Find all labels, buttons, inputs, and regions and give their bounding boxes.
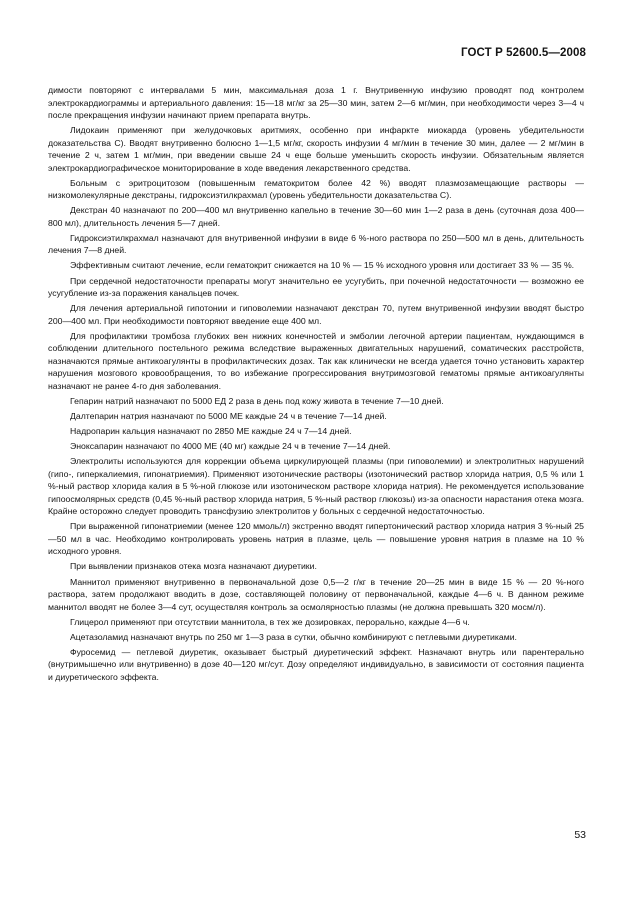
paragraph-effectiveness: Эффективным считают лечение, если гематокрит снижается на 10 % — 15 % исходного уровня или достигает 33 % — 35 %. <box>70 260 575 271</box>
paragraph-thrombosis-prophylaxis: Для профилактики тромбоза глубоких вен нижних конечностей и эмболии легочной артерии пациентам, нуждающимся в соблюдении длительного постельного режима вследствие выраженных двигательных нарушений, соматических расстройств, назначаются прямые антикоагулянты в профилактических дозах. Так как клинически не всегда удается точно установить характер нарушения мозгового кровообращения, то во избежание прогрессирования внутримозговой гематомы прямые антикоагулянты назначают не ранее 4-го дня заболевания. <box>48 330 584 391</box>
paragraph-furosemide: Фуросемид — петлевой диуретик, оказывает быстрый диуретический эффект. Назначают внутрь или парентерально (внутримышечно или внутривенно) в дозе 40—120 мг/сут. Дозу определяют индивидуально, в зависимости от состояния пациента и диуретического эффекта. <box>48 646 584 682</box>
paragraph-erythrocytosis: Больным с эритроцитозом (повышенным гематокритом более 42 %) вводят плазмозамещающие растворы — низкомолекулярные декстраны, гидроксиэтилкрахмал (уровень убедительности доказательства С). <box>48 177 584 201</box>
page-number: 53 <box>574 829 586 841</box>
paragraph-continuation: димости повторяют с интервалами 5 мин, максимальная доза 1 г. Внутривенную инфузию проводят под контролем электрокардиограммы и артериального давления: 15—18 мг/кг за 25—30 мин, затем 2—6 мг/мин, при необходимости через 3—4 ч после прекращения инфузии начинают прием препарата внутрь. <box>48 85 584 120</box>
paragraph-hydroxyethyl-starch: Гидроксиэтилкрахмал назначают для внутривенной инфузии в виде 6 %-ного раствора по 250—500 мл в день, длительность лечения 7—8 дней. <box>48 232 584 256</box>
paragraph-dalteparin: Далтепарин натрия назначают по 5000 МЕ каждые 24 ч в течение 7—14 дней. <box>70 410 387 421</box>
paragraph-lidocaine: Лидокаин применяют при желудочковых аритмиях, особенно при инфаркте миокарда (уровень убедительности доказательства С). Вводят внутривенно болюсно 1—1,5 мг/кг, скорость инфузии 4 мг/мин в течение 30 мин, далее — 2 мг/мин в течение 2 ч, затем 1 мг/мин, при введении свыше 24 ч еще больше уменьшить скорость инфузии. Обязательным является электрокардиографическое мониторирование в ходе введения лекарственного средства. <box>48 125 584 173</box>
paragraph-diuretics: При выявлении признаков отека мозга назначают диуретики. <box>70 561 317 572</box>
paragraph-acetazolamide: Ацетазоламид назначают внутрь по 250 мг 1—3 раза в сутки, обычно комбинируют с петлевыми диуретиками. <box>70 631 517 642</box>
paragraph-heart-failure: При сердечной недостаточности препараты могут значительно ее усугубить, при почечной недостаточности — возможно ее усугубление из-за поражения канальцев почек. <box>48 275 584 299</box>
paragraph-mannitol: Маннитол применяют внутривенно в первоначальной дозе 0,5—2 г/кг в течение 20—25 мин в виде 15 % — 20 %-ного раствора, затем продолжают вводить в дозе, составляющей половину от первоначальной, каждые 4—6 ч. В данном режиме маннитол вводят не более 3—4 сут, осуществляя контроль за осмолярностью плазмы (не должна превышать 320 мосм/л). <box>48 576 584 612</box>
paragraph-electrolytes: Электролиты используются для коррекции объема циркулирующей плазмы (при гиповолемии) и электролитных нарушений (гипо-, гиперкалиемия, гипонатриемия). Применяют изотонические растворы (изотонический раствор хлорида натрия, 0,5 % или 1 %-ный раствор хлорида калия в 5 %-ной глюкозе или изотоническом растворе хлорида натрия). Не рекомендуется использование гипоосмолярных средств (0,45 %-ный раствор хлорида натрия, 5 %-ный раствор глюкозы) из-за опасности нарастания отека мозга. Крайне осторожно следует проводить трансфузию электролитов у больных с сердечной недостаточностью. <box>48 456 584 517</box>
paragraph-glycerol: Глицерол применяют при отсутствии маннитола, в тех же дозировках, перорально, каждые 4—6 ч. <box>70 616 470 627</box>
document-header: ГОСТ Р 52600.5—2008 <box>461 47 586 59</box>
paragraph-hypotension: Для лечения артериальной гипотонии и гиповолемии назначают декстран 70, путем внутривенной инфузии вводят быстро 200—400 мл. При необходимости повторяют введение еще 400 мл. <box>48 303 584 326</box>
paragraph-nadroparin: Надропарин кальция назначают по 2850 МЕ каждые 24 ч 7—14 дней. <box>70 426 352 437</box>
document-body <box>48 84 584 686</box>
paragraph-heparin: Гепарин натрий назначают по 5000 ЕД 2 раза в день под кожу живота в течение 7—10 дней. <box>70 395 444 406</box>
paragraph-dextran-40: Декстран 40 назначают по 200—400 мл внутривенно капельно в течение 30—60 мин 1—2 раза в день (суточная доза 400—800 мл), длительность лечения 5—7 дней. <box>48 205 584 228</box>
paragraph-hyponatremia: При выраженной гипонатриемии (менее 120 ммоль/л) экстренно вводят гипертонический раствор хлорида натрия 3 %-ный 25—50 мл в час. Необходимо контролировать уровень натрия в плазме, цель — повышение уровня натрия в плазме на 10 % исходного уровня. <box>48 521 584 557</box>
paragraph-enoxaparin: Эноксапарин назначают по 4000 МЕ (40 мг) каждые 24 ч в течение 7—14 дней. <box>70 441 391 452</box>
